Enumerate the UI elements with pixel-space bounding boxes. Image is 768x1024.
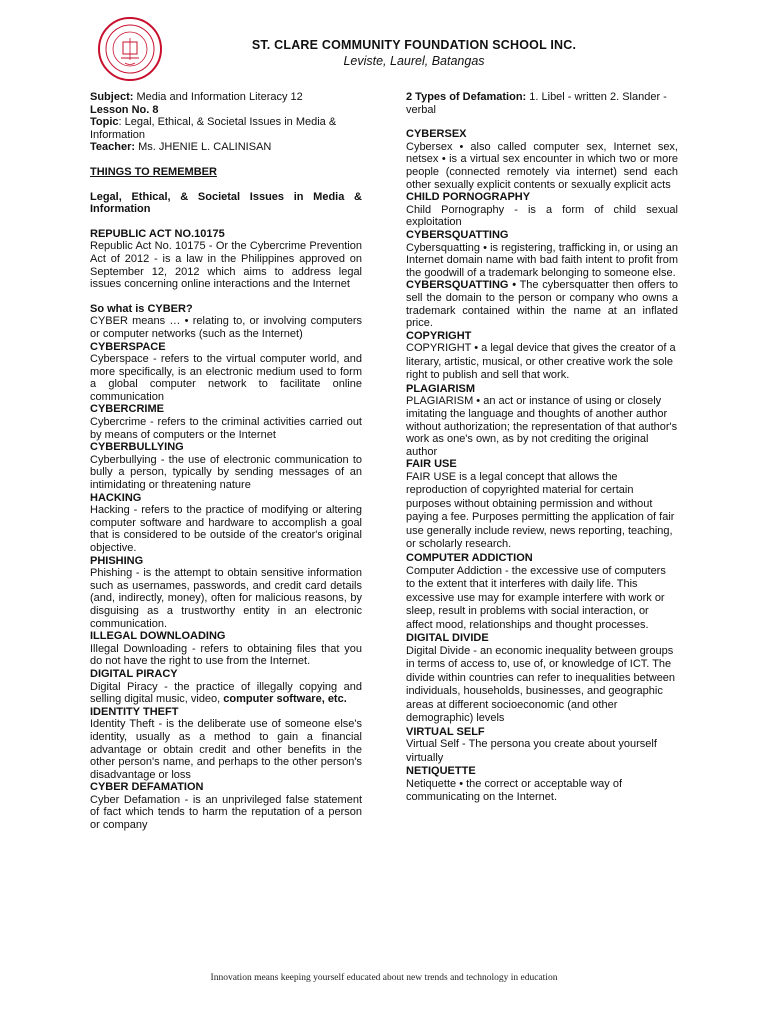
republic-act-text: Republic Act No. 10175 - Or the Cybercrime Prevention Act of 2012 - is a law in the Philippines approved on September 12, 2012 which aims to address legal issues concerning online interactions and the Internet [90,240,362,291]
digital-divide-text: Digital Divide - an economic inequality between groups in terms of access to, use of, or knowledge of ICT. The divide within countries can refer to inequalities between individuals, households, businesses, and geographic areas at different socioeconomic (and other demographic) levels [406,644,676,725]
computer-addiction-heading: COMPUTER ADDICTION [406,551,533,564]
subject-line: Subject: Media and Information Literacy 12 [90,91,303,103]
identity-theft-text: Identity Theft - is the deliberate use of someone else's identity, usually as a method to gain a financial advantage or obtain credit and other benefits in the other person's name, and perhaps to the other person's disadvantage or loss [90,718,362,781]
cybersquatting-offer-text: CYBERSQUATTING • The cybersquatter then offers to sell the domain to the person or company who owns a trademark contained within the name at an inflated price. [406,279,678,330]
cybercrime-text: Cybercrime - refers to the criminal activities carried out by means of computers or the Internet [90,416,362,441]
phishing-heading: PHISHING [90,554,144,567]
virtual-self-heading: VIRTUAL SELF [406,725,485,738]
plagiarism-heading: PLAGIARISM [406,382,476,395]
netiquette-text: Netiquette • the correct or acceptable way of communicating on the Internet. [406,777,623,804]
republic-act-heading: REPUBLIC ACT NO.10175 [90,227,225,240]
digital-piracy-heading: DIGITAL PIRACY [90,667,178,680]
netiquette-heading: NETIQUETTE [406,765,476,778]
hacking-text: Hacking - refers to the practice of modifying or altering computer software and hardware to accomplish a goal that is considered to be outside of the creator's original objective. [90,504,362,554]
left-column [90,91,362,832]
cyberbullying-text: Cyberbullying - the use of electronic communication to bully a person, typically by sending messages of an intimidating or threatening nature [90,453,362,492]
plagiarism-text: PLAGIARISM • an act or instance of using or closely imitating the language and thoughts of another author without authorization; the representation of that author's work as one's own, as by not crediting the original author [406,395,678,458]
cyberbullying-heading: CYBERBULLYING [90,441,184,454]
copyright-heading: COPYRIGHT [406,329,472,342]
right-column [406,91,678,805]
lesson-number: Lesson No. 8 [90,103,159,116]
copyright-text: COPYRIGHT • a legal device that gives the creator of a literary, artistic, musical, or other creative work the sole right to publish and sell that work. [406,342,676,382]
cybercrime-heading: CYBERCRIME [90,403,164,416]
cyber-defamation-text: Cyber Defamation - is an unprivileged false statement of fact which tends to harm the reputation of a person or company [90,793,362,832]
cyber-question: So what is CYBER? [90,302,193,315]
virtual-self-text: Virtual Self - The persona you create about yourself virtually [406,738,657,764]
cybersex-text: Cybersex • also called computer sex, Internet sex, netsex • is a virtual sex encounter in which two or more people (connected remotely via internet) send each other sexually explicit contents or sexually explicit acts [406,140,678,191]
defamation-types: 2 Types of Defamation: 1. Libel - written 2. Slander - verbal [406,91,667,116]
cybersquatting-heading: CYBERSQUATTING [406,228,509,241]
cybersex-heading: CYBERSEX [406,128,467,141]
fair-use-heading: FAIR USE [406,458,457,471]
child-pornography-heading: CHILD PORNOGRAPHY [406,191,531,204]
digital-divide-heading: DIGITAL DIVIDE [406,632,489,645]
cyber-defamation-heading: CYBER DEFAMATION [90,781,204,794]
illegal-downloading-text: Illegal Downloading - refers to obtaining files that you do not have the right to use from the Internet. [90,642,362,668]
footer-motto: Innovation means keeping yourself educated about new trends and technology in education [210,973,558,983]
hacking-heading: HACKING [90,491,142,504]
illegal-downloading-heading: ILLEGAL DOWNLOADING [90,630,226,643]
things-to-remember-heading: THINGS TO REMEMBER [90,165,217,178]
fair-use-text: FAIR USE is a legal concept that allows the reproduction of copyrighted material for certain purposes without obtaining permission and without paying a fee. Purposes permitting the application of fair use generally include review, news reporting, teaching, or scholarly research. [406,470,675,551]
teacher-line: Teacher: Ms. JHENIE L. CALINISAN [90,141,272,154]
cyber-text: CYBER means … • relating to, or involving computers or computer networks (such as the Internet) [90,315,362,340]
cyberspace-text: Cyberspace - refers to the virtual computer world, and more specifically, is an electronic medium used to form a global computer network to facilitate online communication [90,353,362,403]
phishing-text: Phishing - is the attempt to obtain sensitive information such as usernames, passwords, and credit card details (and, indirectly, money), often for malicious reasons, by disguising as a trustworthy entity in an electronic communication. [90,567,362,630]
computer-addiction-text: Computer Addiction - the excessive use of computers to the extent that it interferes with daily life. This excessive use may for example interfere with work or sleep, result in problems with social interaction, or affect mood, relationships and thought processes. [406,564,666,631]
school-location: Leviste, Laurel, Batangas [343,54,485,68]
cyberspace-heading: CYBERSPACE [90,340,166,353]
cybersquatting-text: Cybersquatting • is registering, trafficking in, or using an Internet domain name with bad faith intent to profit from the goodwill of a trademark belonging to someone else. [406,241,678,279]
child-pornography-text: Child Pornography - is a form of child sexual exploitation [406,203,678,229]
topic-line: Topic: Legal, Ethical, & Societal Issues in Media & Information [90,116,337,141]
school-name: ST. CLARE COMMUNITY FOUNDATION SCHOOL INC. [251,38,577,52]
identity-theft-heading: IDENTITY THEFT [90,705,179,718]
section-title: Legal, Ethical, & Societal Issues in Media & Information [90,190,362,216]
digital-piracy-text: Digital Piracy - the practice of illegally copying and selling digital music, video, computer software, etc. [90,680,362,706]
